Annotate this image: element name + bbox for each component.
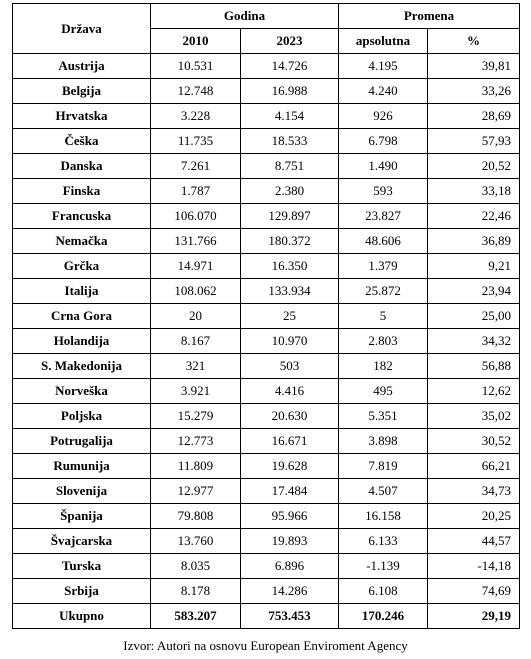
- value-2010-cell: 11.809: [151, 454, 241, 479]
- table-row: [13, 179, 520, 204]
- absolute-change-cell: 495: [339, 379, 428, 404]
- absolute-change-cell: 7.819: [339, 454, 428, 479]
- percent-change-cell: 36,89: [428, 229, 520, 254]
- country-cell: Potrugalija: [13, 429, 151, 454]
- value-2010-cell: 108.062: [151, 279, 241, 304]
- absolute-change-cell: 5: [339, 304, 428, 329]
- absolute-change-cell: -1.139: [339, 554, 428, 579]
- table-row: [13, 329, 520, 354]
- country-cell: Italija: [13, 279, 151, 304]
- country-cell: Rumunija: [13, 454, 151, 479]
- value-2010-cell: 20: [151, 304, 241, 329]
- country-cell: Slovenija: [13, 479, 151, 504]
- percent-change-cell: 9,21: [428, 254, 520, 279]
- absolute-change-cell: 6.133: [339, 529, 428, 554]
- percent-change-cell: 12,62: [428, 379, 520, 404]
- value-2023-cell: 14.286: [241, 579, 339, 604]
- percent-change-cell: 28,69: [428, 104, 520, 129]
- table-row: [13, 429, 520, 454]
- absolute-change-cell: 6.108: [339, 579, 428, 604]
- table-row: [13, 104, 520, 129]
- percent-change-cell: 22,46: [428, 204, 520, 229]
- value-2010-cell: 12.773: [151, 429, 241, 454]
- absolute-change-cell: 4.195: [339, 54, 428, 79]
- value-2023-cell: 129.897: [241, 204, 339, 229]
- total-2010: 583.207: [151, 604, 241, 629]
- value-2023-cell: 14.726: [241, 54, 339, 79]
- absolute-change-cell: 593: [339, 179, 428, 204]
- absolute-change-cell: 3.898: [339, 429, 428, 454]
- absolute-change-cell: 25.872: [339, 279, 428, 304]
- country-cell: Norveška: [13, 379, 151, 404]
- percent-change-cell: 66,21: [428, 454, 520, 479]
- value-2023-cell: 18.533: [241, 129, 339, 154]
- table-row: [13, 479, 520, 504]
- country-cell: Belgija: [13, 79, 151, 104]
- table-row: [13, 404, 520, 429]
- value-2023-cell: 180.372: [241, 229, 339, 254]
- country-cell: Finska: [13, 179, 151, 204]
- absolute-change-cell: 926: [339, 104, 428, 129]
- country-cell: Poljska: [13, 404, 151, 429]
- table-row: [13, 54, 520, 79]
- table-row: [13, 529, 520, 554]
- percent-change-cell: 34,32: [428, 329, 520, 354]
- country-cell: Turska: [13, 554, 151, 579]
- value-2023-cell: 17.484: [241, 479, 339, 504]
- absolute-change-cell: 4.240: [339, 79, 428, 104]
- percent-change-cell: 39,81: [428, 54, 520, 79]
- header-2010: 2010: [151, 29, 241, 54]
- absolute-change-cell: 182: [339, 354, 428, 379]
- absolute-change-cell: 2.803: [339, 329, 428, 354]
- header-2023: 2023: [241, 29, 339, 54]
- absolute-change-cell: 5.351: [339, 404, 428, 429]
- value-2010-cell: 12.748: [151, 79, 241, 104]
- header-percent: %: [428, 29, 520, 54]
- value-2010-cell: 3.921: [151, 379, 241, 404]
- value-2010-cell: 12.977: [151, 479, 241, 504]
- table-row: [13, 204, 520, 229]
- value-2023-cell: 4.154: [241, 104, 339, 129]
- value-2023-cell: 16.988: [241, 79, 339, 104]
- absolute-change-cell: 6.798: [339, 129, 428, 154]
- table-row: [13, 354, 520, 379]
- value-2023-cell: 16.671: [241, 429, 339, 454]
- table-row: [13, 504, 520, 529]
- percent-change-cell: 34,73: [428, 479, 520, 504]
- header-year-group: Godina: [151, 4, 339, 29]
- value-2010-cell: 14.971: [151, 254, 241, 279]
- country-cell: Holandija: [13, 329, 151, 354]
- value-2010-cell: 13.760: [151, 529, 241, 554]
- value-2010-cell: 1.787: [151, 179, 241, 204]
- table-body: [13, 54, 520, 604]
- table-row: [13, 79, 520, 104]
- value-2023-cell: 133.934: [241, 279, 339, 304]
- table-row: [13, 129, 520, 154]
- value-2010-cell: 15.279: [151, 404, 241, 429]
- percent-change-cell: 20,25: [428, 504, 520, 529]
- value-2010-cell: 79.808: [151, 504, 241, 529]
- total-2023: 753.453: [241, 604, 339, 629]
- value-2023-cell: 95.966: [241, 504, 339, 529]
- source-caption: Izvor: Autori na osnovu European Enviroment Agency: [123, 638, 408, 653]
- percent-change-cell: 44,57: [428, 529, 520, 554]
- percent-change-cell: 35,02: [428, 404, 520, 429]
- table-row: [13, 154, 520, 179]
- value-2023-cell: 4.416: [241, 379, 339, 404]
- absolute-change-cell: 4.507: [339, 479, 428, 504]
- percent-change-cell: 30,52: [428, 429, 520, 454]
- country-cell: Češka: [13, 129, 151, 154]
- value-2010-cell: 11.735: [151, 129, 241, 154]
- value-2023-cell: 16.350: [241, 254, 339, 279]
- value-2023-cell: 503: [241, 354, 339, 379]
- table-row: [13, 454, 520, 479]
- value-2023-cell: 25: [241, 304, 339, 329]
- value-2010-cell: 106.070: [151, 204, 241, 229]
- percent-change-cell: 33,18: [428, 179, 520, 204]
- table-row: [13, 229, 520, 254]
- table-row: [13, 304, 520, 329]
- absolute-change-cell: 16.158: [339, 504, 428, 529]
- value-2023-cell: 6.896: [241, 554, 339, 579]
- table-row: [13, 254, 520, 279]
- absolute-change-cell: 1.490: [339, 154, 428, 179]
- absolute-change-cell: 23.827: [339, 204, 428, 229]
- percent-change-cell: 57,93: [428, 129, 520, 154]
- value-2023-cell: 10.970: [241, 329, 339, 354]
- table-row: [13, 279, 520, 304]
- country-cell: Danska: [13, 154, 151, 179]
- absolute-change-cell: 48.606: [339, 229, 428, 254]
- value-2010-cell: 7.261: [151, 154, 241, 179]
- header-country: Država: [13, 4, 151, 54]
- value-2010-cell: 131.766: [151, 229, 241, 254]
- percent-change-cell: -14,18: [428, 554, 520, 579]
- value-2010-cell: 321: [151, 354, 241, 379]
- data-table: [12, 3, 520, 629]
- percent-change-cell: 23,94: [428, 279, 520, 304]
- country-cell: S. Makedonija: [13, 354, 151, 379]
- total-label: Ukupno: [13, 604, 151, 629]
- absolute-change-cell: 1.379: [339, 254, 428, 279]
- country-cell: Francuska: [13, 204, 151, 229]
- percent-change-cell: 25,00: [428, 304, 520, 329]
- table-row: [13, 379, 520, 404]
- percent-change-cell: 56,88: [428, 354, 520, 379]
- percent-change-cell: 74,69: [428, 579, 520, 604]
- total-percent: 29,19: [428, 604, 520, 629]
- value-2023-cell: 19.628: [241, 454, 339, 479]
- value-2010-cell: 8.178: [151, 579, 241, 604]
- total-absolute: 170.246: [339, 604, 428, 629]
- country-cell: Grčka: [13, 254, 151, 279]
- percent-change-cell: 33,26: [428, 79, 520, 104]
- total-row: [13, 604, 520, 629]
- value-2010-cell: 8.167: [151, 329, 241, 354]
- country-cell: Austrija: [13, 54, 151, 79]
- value-2010-cell: 8.035: [151, 554, 241, 579]
- country-cell: Nemačka: [13, 229, 151, 254]
- country-cell: Crna Gora: [13, 304, 151, 329]
- value-2023-cell: 8.751: [241, 154, 339, 179]
- country-cell: Španija: [13, 504, 151, 529]
- value-2010-cell: 3.228: [151, 104, 241, 129]
- country-cell: Švajcarska: [13, 529, 151, 554]
- percent-change-cell: 20,52: [428, 154, 520, 179]
- value-2010-cell: 10.531: [151, 54, 241, 79]
- country-cell: Hrvatska: [13, 104, 151, 129]
- country-cell: Srbija: [13, 579, 151, 604]
- table-row: [13, 554, 520, 579]
- value-2023-cell: 20.630: [241, 404, 339, 429]
- header-absolute: apsolutna: [339, 29, 428, 54]
- value-2023-cell: 19.893: [241, 529, 339, 554]
- table-row: [13, 579, 520, 604]
- value-2023-cell: 2.380: [241, 179, 339, 204]
- header-change-group: Promena: [339, 4, 520, 29]
